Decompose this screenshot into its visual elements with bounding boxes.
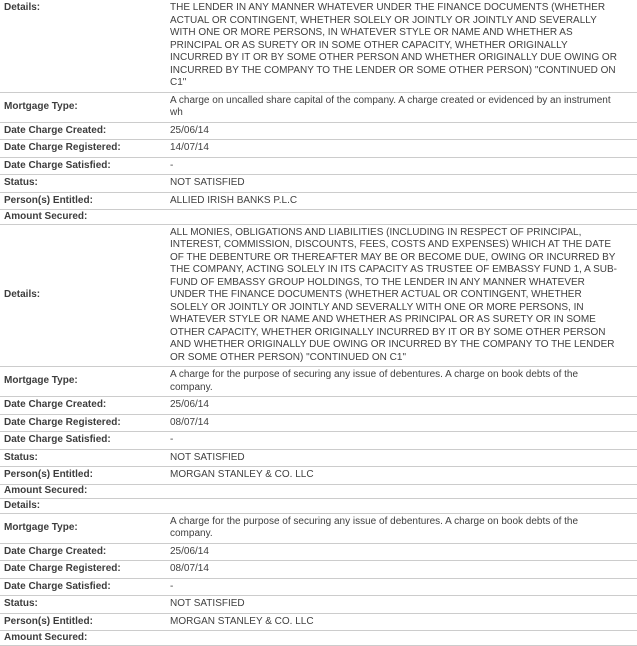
field-value: - [170, 580, 174, 592]
field-value: MORGAN STANLEY & CO. LLC [170, 615, 314, 627]
table-row [0, 467, 637, 485]
table-row [0, 158, 637, 176]
field-label: Date Charge Satisfied: [4, 580, 111, 592]
field-value: NOT SATISFIED [170, 451, 245, 463]
field-label: Status: [4, 177, 38, 188]
field-value: A charge on uncalled share capital of the company. A charge created or evidenced by an instrument wh [170, 94, 611, 118]
field-value: 08/07/14 [170, 563, 209, 574]
field-label: Date Charge Created: [4, 124, 107, 136]
field-label: Date Charge Created: [4, 399, 107, 410]
table-row [0, 193, 637, 211]
table-row [0, 140, 637, 158]
field-value [170, 216, 637, 217]
table-row [0, 93, 637, 123]
table-row [0, 210, 637, 225]
table-row [0, 514, 637, 544]
field-value [170, 505, 637, 506]
table-row [0, 579, 637, 597]
table-row [0, 432, 637, 450]
table-row [0, 367, 637, 397]
field-value [170, 637, 637, 638]
field-label: Date Charge Registered: [4, 563, 121, 574]
field-label: Date Charge Created: [4, 545, 107, 557]
field-label: Person(s) Entitled: [4, 194, 93, 206]
field-label: Date Charge Registered: [4, 416, 121, 428]
field-label: Person(s) Entitled: [4, 469, 93, 480]
field-value: - [170, 159, 174, 171]
field-label: Mortgage Type: [4, 521, 78, 533]
field-label: Details: [4, 499, 41, 511]
table-row [0, 485, 637, 500]
field-value: MORGAN STANLEY & CO. LLC [170, 469, 314, 480]
table-row [0, 415, 637, 433]
field-value: NOT SATISFIED [170, 598, 245, 609]
field-value: 25/06/14 [170, 545, 209, 557]
field-value: A charge for the purpose of securing any issue of debentures. A charge on book debts of the company. [170, 515, 579, 539]
table-row [0, 561, 637, 579]
field-label: Person(s) Entitled: [4, 615, 93, 627]
table-row [0, 631, 637, 646]
field-value: ALLIED IRISH BANKS P.L.C [170, 194, 298, 206]
field-value: A charge for the purpose of securing any issue of debentures. A charge on book debts of the company. [170, 369, 579, 393]
table-row [0, 596, 637, 614]
field-value: ALL MONIES, OBLIGATIONS AND LIABILITIES (INCLUDING IN RESPECT OF PRINCIPAL, INTEREST, COMMISSION, DISCOUNTS, FEES, COSTS AND EXPENSES) WHICH AT THE DATE OF THE DEBENTURE OR THEREAFTER MAY BE OR BECOME DUE, OWING OR INCURRED BY THE COMPANY, ACTING SOLELY IN ITS CAPACITY AS TRUSTEE OF EMBASSY FUND 1, A SUB-FUND OF EMBASSY GROUP HOLDINGS, TO THE LENDER IN ANY MANNER WHATEVER UNDER THE FINANCE DOCUMENTS (WHETHER ACTUAL OR CONTINGENT, WHETHER SOLELY OR JOINTLY OR JOINTLY AND SEVERALLY WITH ONE OR MORE PERSONS, IN WHATEVER STYLE OR NAME AND WHETHER AS PRINCIPAL OR AS SURETY OR IN SOME OTHER CAPACITY, WHETHER ORIGINALLY INCURRED BY IT OR BY SOME OTHER PERSON AND WHETHER ORIGINALLY DUE OWING OR INCURRED BY THE COMPANY TO THE LENDER OR SOME OTHER PERSON) "CONTINUED ON C1" [170, 226, 617, 363]
table-row [0, 175, 637, 193]
field-value: NOT SATISFIED [170, 177, 245, 188]
table-row [0, 225, 637, 368]
field-label: Date Charge Satisfied: [4, 434, 111, 445]
field-label: Status: [4, 598, 38, 609]
field-value: - [170, 434, 174, 445]
table-row [0, 397, 637, 415]
table-row [0, 499, 637, 514]
field-value: 14/07/14 [170, 142, 209, 153]
field-value: THE LENDER IN ANY MANNER WHATEVER UNDER THE FINANCE DOCUMENTS (WHETHER ACTUAL OR CONTINGENT, WHETHER SOLELY OR JOINTLY OR JOINTLY AND SEVERALLY WITH ONE OR MORE PERSONS, IN WHATEVER STYLE OR NAME AND WHETHER AS PRINCIPAL OR AS SURETY OR IN SOME OTHER CAPACITY, WHETHER ORIGINALLY INCURRED BY IT OR BY SOME OTHER PERSON AND WHETHER ORIGINALLY DUE OWING OR INCURRED BY THE COMPANY TO THE LENDER OR SOME OTHER PERSON) "CONTINUED ON C1" [170, 2, 617, 88]
table-row [0, 614, 637, 632]
field-label: Details: [4, 2, 41, 13]
field-value: 25/06/14 [170, 124, 209, 136]
table-row [0, 123, 637, 141]
field-value [170, 491, 637, 492]
table-row [0, 544, 637, 562]
field-label: Amount Secured: [4, 210, 88, 222]
field-label: Mortgage Type: [4, 375, 78, 387]
table-row [0, 0, 637, 93]
field-label: Status: [4, 451, 38, 463]
field-label: Date Charge Registered: [4, 142, 121, 153]
field-value: 08/07/14 [170, 416, 209, 428]
field-value: 25/06/14 [170, 399, 209, 410]
field-label: Date Charge Satisfied: [4, 159, 111, 171]
field-label: Mortgage Type: [4, 100, 78, 112]
field-label: Amount Secured: [4, 631, 88, 643]
field-label: Details: [4, 289, 41, 300]
field-label: Amount Secured: [4, 485, 88, 496]
table-row [0, 450, 637, 468]
